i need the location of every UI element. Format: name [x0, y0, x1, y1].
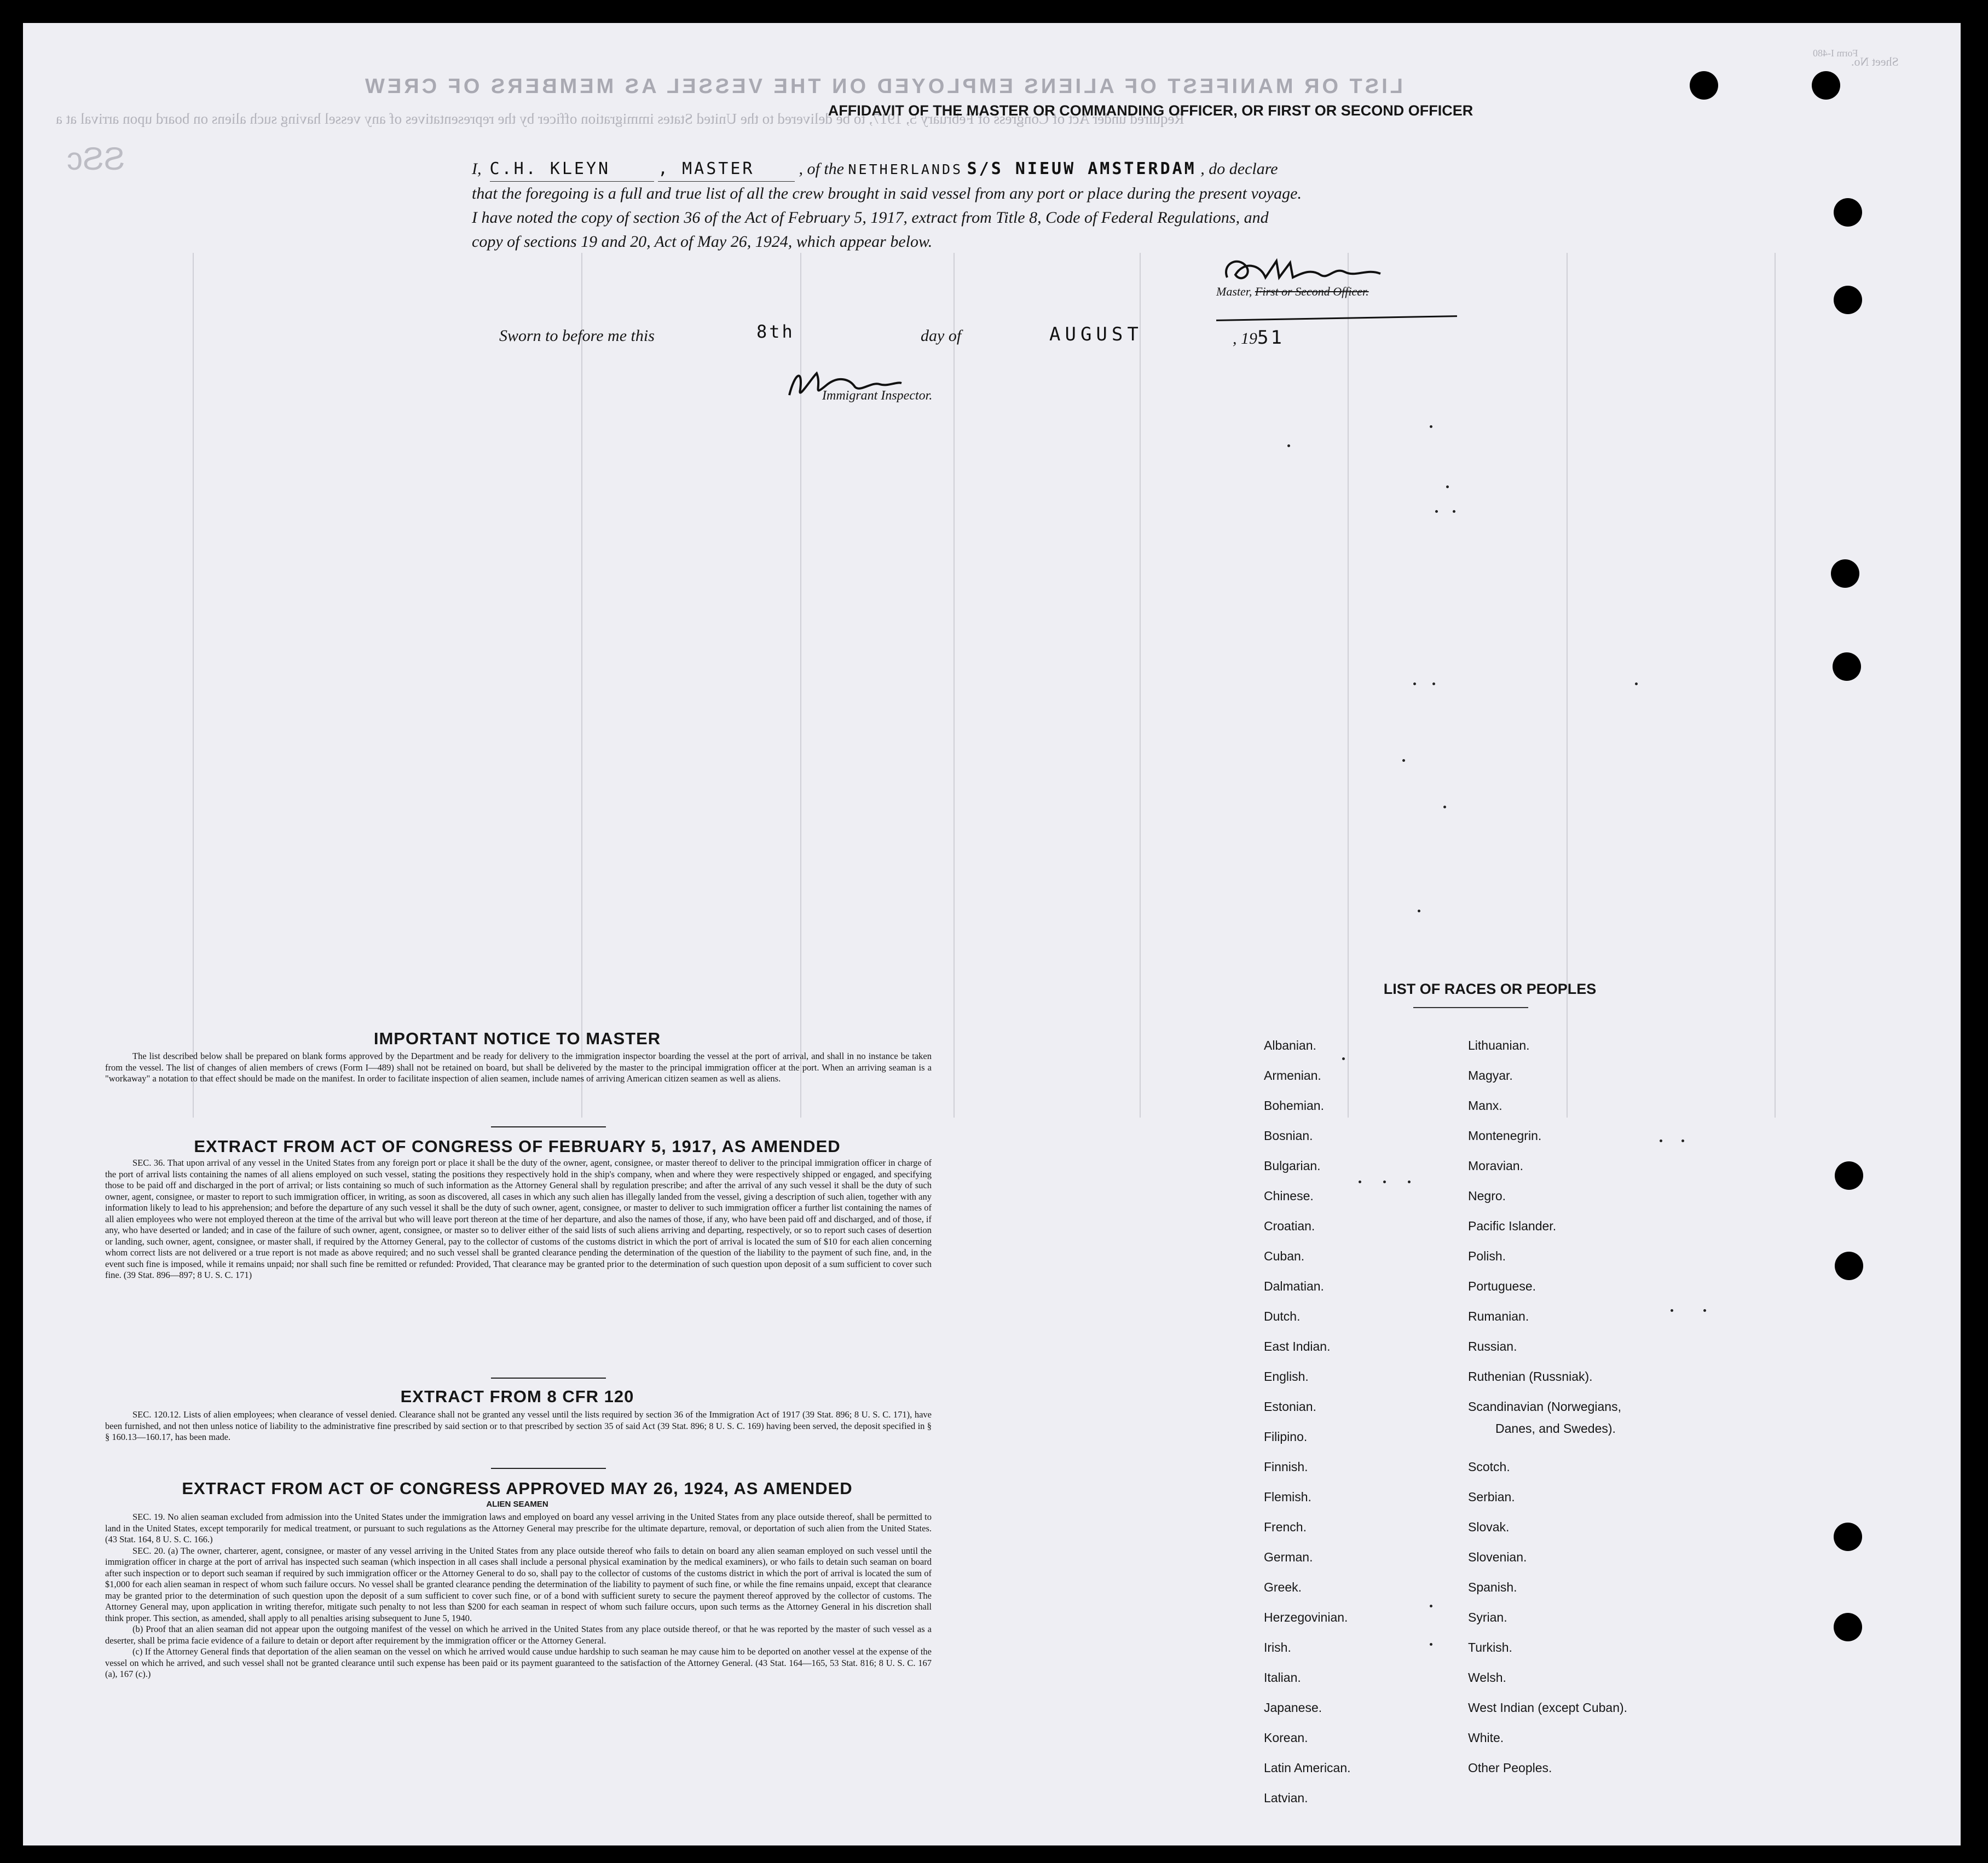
- race-left-24: Latin American.: [1264, 1761, 1351, 1775]
- handwritten-title: , MASTER: [658, 157, 795, 182]
- race-right-22: West Indian (except Cuban).: [1468, 1700, 1628, 1715]
- important-notice-body: The list described below shall be prepared on blank forms approved by the Department and be ready for delivery to the immigration inspector boarding the vessel at the port of arrival, and shall in no instance be taken from the vessel. The list of changes of alien members of crews (Form I—489) shall not be retained on board, but shall be delivered by the master to the principal immigration officer at the port. When an arriving seaman is a "workaway" a notation to that effect should be made on the manifest. In order to facilitate inspection of alien seamen, include names of arriving American citizen seamen as well as aliens.: [105, 1051, 932, 1084]
- race-right-7: Polish.: [1468, 1249, 1506, 1263]
- handwritten-month: AUGUST: [1049, 323, 1143, 345]
- extract-1917-body: SEC. 36. That upon arrival of any vessel in the United States from any foreign port or place it shall be the duty of the owner, agent, consignee, or master thereof to deliver to the principal immigration officer in charge of the port of arrival lists containing the names of all aliens employed on such vessel, stating the positions they respectively hold in the ship's company, when and where they were respectively shipped or engaged, and specifying those to be paid off and discharged in the port of arrival; or lists containing so much of such information as the Attorney General shall by regulation prescribe; and after the arrival of any such vessel it shall be the duty of such owner, agent, consignee, or master to report to such immigration officer, in writing, as soon as discovered, all cases in which any such alien has illegally landed from the vessel, giving a description of such alien, together with any information likely to lead to his apprehension; and before the departure of any such vessel it shall be the duty of such owner, agent, consignee, or master to deliver to such immigration officer a further list containing the names of all alien employees who were not employed thereon at the time of the arrival but who will leave port thereon at the time of her departure, and also the names of those, if any, who have been paid off and discharged, and of those, if any, who have deserted or landed; and in case of the failure of such owner, agent, consignee, or master so to deliver either of the said lists of such aliens arriving and departing, respectively, or so to report such cases of desertion or landing, such owner, agent, consignee, or master shall, if required by the Attorney General, pay to the collector of customs of the customs district in which the port of arrival is located the sum of $10 for each alien concerning whom correct lists are not delivered or a true report is not made as above required; and no such vessel shall be granted clearance pending the determination of the question of the liability to the payment of such fine, and, in the event such fine is imposed, while it remains unpaid; nor shall such fine be remitted or refunded: Provided, That clearance may be granted prior to the determination of such question upon deposit of a sum sufficient to cover such fine. (39 Stat. 896—897; 8 U. S. C. 171): [105, 1158, 932, 1280]
- race-right-24: Other Peoples.: [1468, 1761, 1552, 1775]
- race-right-23: White.: [1468, 1731, 1504, 1745]
- race-left-22: Japanese.: [1264, 1700, 1322, 1715]
- handwritten-vessel-name: S/S NIEUW AMSTERDAM: [967, 159, 1197, 178]
- bleed-through-heading: LIST OR MANIFEST OF ALIENS EMPLOYED ON THE VESSEL AS MEMBERS OF CREW: [362, 75, 1403, 98]
- bleed-through-required-line: Required under Act of Congress of February 5, 1917, to be delivered to the United States immigration officer by the representatives of any vessel having such aliens on board upon arrival at a: [56, 111, 1184, 127]
- race-right-18: Spanish.: [1468, 1580, 1517, 1594]
- affidavit-heading: AFFIDAVIT OF THE MASTER OR COMMANDING OFFICER, OR FIRST OR SECOND OFFICER: [828, 102, 1473, 119]
- race-left-15: Flemish.: [1264, 1490, 1311, 1504]
- race-right-20: Turkish.: [1468, 1640, 1512, 1654]
- race-left-5: Chinese.: [1264, 1189, 1314, 1203]
- extract-cfr-title: EXTRACT FROM 8 CFR 120: [400, 1387, 634, 1406]
- affidavit-line-4: copy of sections 19 and 20, Act of May 26, 1924, which appear below.: [472, 233, 933, 251]
- race-right-11: Ruthenian (Russniak).: [1468, 1369, 1593, 1384]
- race-right-scandinavian-line2: Danes, and Swedes).: [1495, 1421, 1616, 1436]
- affidavit-line-1: I, C.H. KLEYN , MASTER , of the NETHERLANDS S/S NIEUW AMSTERDAM , do declare: [472, 157, 1501, 182]
- race-right-1: Magyar.: [1468, 1068, 1513, 1083]
- bleed-through-page-number: ɔƧƧ: [67, 141, 125, 177]
- affidavit-line-2: that the foregoing is a full and true list of all the crew brought in said vessel from any port or place during the present voyage.: [472, 184, 1302, 202]
- race-right-10: Russian.: [1468, 1339, 1517, 1353]
- race-left-13: Filipino.: [1264, 1430, 1308, 1444]
- affidavit-text: [472, 157, 1501, 254]
- race-left-12: Estonian.: [1264, 1399, 1316, 1414]
- handwritten-master-name: C.H. KLEYN: [490, 157, 654, 182]
- race-left-23: Korean.: [1264, 1731, 1308, 1745]
- affidavit-line-3: I have noted the copy of section 36 of the Act of February 5, 1917, extract from Title 8, Code of Federal Regulations, and: [472, 209, 1269, 227]
- race-right-16: Slovak.: [1468, 1520, 1510, 1534]
- race-left-10: East Indian.: [1264, 1339, 1331, 1353]
- race-left-3: Bosnian.: [1264, 1129, 1313, 1143]
- inspector-caption: Immigrant Inspector.: [822, 389, 933, 403]
- race-left-8: Dalmatian.: [1264, 1279, 1324, 1293]
- race-left-11: English.: [1264, 1369, 1309, 1384]
- race-left-19: Herzegovinian.: [1264, 1610, 1348, 1624]
- race-left-18: Greek.: [1264, 1580, 1302, 1594]
- race-left-2: Bohemian.: [1264, 1098, 1324, 1113]
- race-right-4: Moravian.: [1468, 1159, 1523, 1173]
- race-right-3: Montenegrin.: [1468, 1129, 1542, 1143]
- race-right-15: Serbian.: [1468, 1490, 1515, 1504]
- race-left-21: Italian.: [1264, 1670, 1301, 1685]
- race-left-4: Bulgarian.: [1264, 1159, 1321, 1173]
- race-right-17: Slovenian.: [1468, 1550, 1527, 1564]
- race-left-25: Latvian.: [1264, 1791, 1308, 1805]
- year: , 1951: [1233, 327, 1284, 349]
- extract-1917-title: EXTRACT FROM ACT OF CONGRESS OF FEBRUARY 5, 1917, AS AMENDED: [194, 1137, 841, 1156]
- extract-cfr-body: SEC. 120.12. Lists of alien employees; when clearance of vessel denied. Clearance shall not be granted any vessel until the lists required by section 36 of the Immigration Act of 1917 (39 Stat. 896; 8 U. S. C. 171), have been furnished, and not then unless notice of liability to the administrative fine prescribed by said section or to that prescribed by section 35 of said Act (39 Stat. 896; 8 U. S. C. 169) having been served, the deposit specified in § § 160.13—160.17, has been made.: [105, 1409, 932, 1442]
- race-left-0: Albanian.: [1264, 1038, 1316, 1052]
- race-right-19: Syrian.: [1468, 1610, 1507, 1624]
- race-right-5: Negro.: [1468, 1189, 1506, 1203]
- master-signature-caption: Master, First or Second Officer.: [1216, 285, 1369, 298]
- race-left-16: French.: [1264, 1520, 1307, 1534]
- race-right-0: Lithuanian.: [1468, 1038, 1530, 1052]
- race-left-14: Finnish.: [1264, 1460, 1308, 1474]
- race-right-8: Portuguese.: [1468, 1279, 1536, 1293]
- important-notice-title: IMPORTANT NOTICE TO MASTER: [373, 1029, 661, 1048]
- race-right-21: Welsh.: [1468, 1670, 1506, 1685]
- bleed-through-sheet-number: Sheet No.: [1851, 55, 1899, 68]
- bleed-through-form-number: Form I-480: [1813, 48, 1858, 59]
- sworn-line: Sworn to before me this 8th day of AUGUST , 1951: [499, 321, 1284, 349]
- race-right-12: Scandinavian (Norwegians,: [1468, 1399, 1621, 1414]
- race-left-7: Cuban.: [1264, 1249, 1305, 1263]
- race-right-6: Pacific Islander.: [1468, 1219, 1557, 1233]
- race-left-20: Irish.: [1264, 1640, 1291, 1654]
- extract-1924-title: EXTRACT FROM ACT OF CONGRESS APPROVED MAY 26, 1924, AS AMENDED: [182, 1479, 853, 1498]
- handwritten-nationality: NETHERLANDS: [848, 161, 963, 177]
- race-right-9: Rumanian.: [1468, 1309, 1529, 1323]
- document-page: [23, 23, 1961, 1845]
- races-list-title: LIST OF RACES OR PEOPLES: [1383, 981, 1597, 997]
- race-right-14: Scotch.: [1468, 1460, 1510, 1474]
- handwritten-day: 8th: [756, 321, 795, 342]
- extract-1924-subtitle: ALIEN SEAMEN: [486, 1500, 548, 1509]
- extract-1924-body: SEC. 19. No alien seaman excluded from admission into the United States under the immigration laws and employed on board any vessel arriving in the United States from any place outside thereof, shall be permitted to land in the United States, except temporarily for medical treatment, or pursuant to such regulations as the Attorney General may prescribe for the ultimate departure, removal, or deportation of such alien from the United States. (43 Stat. 164, 8 U. S. C. 166.) SEC. 20. (a) The owner, charterer, agent, consignee, or master of any vessel arriving in the United States from any place outside thereof who fails to detain on board any alien seaman employed on such vessel until the immigration officer in charge at the port of arrival has inspected such seaman (which inspection in all cases shall include a personal physical examination by the medical examiners), or who fails to detain such seaman on board after such inspection or to deport such seaman if required by such immigration officer or the Attorney General to do so, shall pay to the collector of customs of the customs district in which the port of arrival is located the sum of $1,000 for each alien seaman in respect of whom such failure occurs. No vessel shall be granted clearance pending the determination of the liability to payment of such fine, or while the fine remains unpaid, except that clearance may be granted prior to the determination of such question upon the deposit of a sum sufficient to cover such fine, or of a bond with sufficient surety to secure the payment thereof approved by the collector of customs. The Attorney General may, upon application in writing therefor, mitigate such penalty to not less than $200 for each seaman in respect of whom such failure occurs, upon such terms as the Attorney General in his discretion shall think proper. This section, as amended, shall apply to all penalties arising subsequent to June 5, 1940. (b) Proof that an alien seaman did not appear upon the outgoing manifest of the vessel on which he arrived in the United States from any place outside thereof, or that he was reported by the master of such vessel as a deserter, shall be prima facie evidence of a failure to detain or deport after requirement by the immigration officer or the Attorney General. (c) If the Attorney General finds that deportation of the alien seaman on the vessel on which he arrived would cause undue hardship to such seaman he may cause him to be deported on another vessel at the expense of the vessel on which he arrived, and such vessel shall not be granted clearance until such expense has been paid or its payment guaranteed to the satisfaction of the Attorney General. (43 Stat. 164—165, 53 Stat. 816; 8 U. S. C. 167 (a), 167 (c).): [105, 1512, 932, 1679]
- race-right-2: Manx.: [1468, 1098, 1502, 1113]
- race-left-9: Dutch.: [1264, 1309, 1301, 1323]
- race-left-6: Croatian.: [1264, 1219, 1315, 1233]
- race-left-1: Armenian.: [1264, 1068, 1321, 1083]
- race-left-17: German.: [1264, 1550, 1313, 1564]
